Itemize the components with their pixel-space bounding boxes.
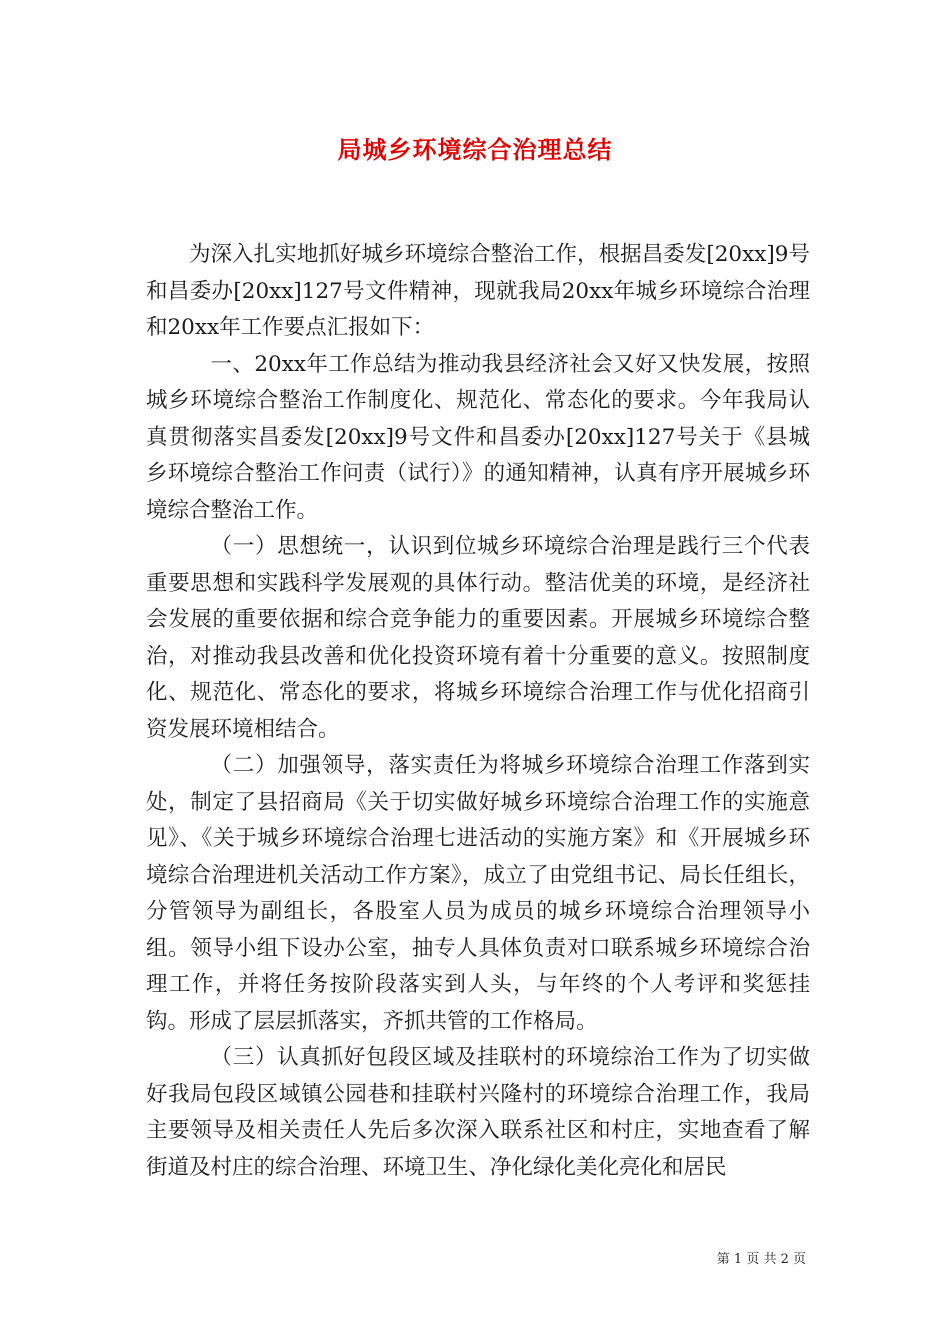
- paragraph-section-1: 一、20xx年工作总结为推动我县经济社会又好又快发展，按照城乡环境综合整治工作制度化、规范化、常态化的要求。今年我局认真贯彻落实昌委发[20xx]9号文件和昌委办[20xx]127号关于《县城乡环境综合整治工作问责（试行）》的通知精神，认真有序开展城乡环境综合整治工作。: [146, 351, 810, 523]
- page-indicator: 第 1 页 共 2 页: [716, 1252, 806, 1267]
- document-title: 局城乡环境综合治理总结: [337, 135, 613, 164]
- paragraph-subsection-2: （二）加强领导，落实责任为将城乡环境综合治理工作落到实处，制定了县招商局《关于切实做好城乡环境综合治理工作的实施意见》、《关于城乡环境综合治理七进活动的实施方案》和《开展城乡环境综合治理进机关活动工作方案》，成立了由党组书记、局长任组长，分管领导为副组长，各股室人员为成员的城乡环境综合治理领导小组。领导小组下设办公室，抽专人具体负责对口联系城乡环境综合治理工作，并将任务按阶段落实到人头，与年终的个人考评和奖惩挂钩。形成了层层抓落实，齐抓共管的工作格局。: [146, 753, 810, 1034]
- paragraph-subsection-1: （一）思想统一，认识到位城乡环境综合治理是践行三个代表重要思想和实践科学发展观的具体行动。整洁优美的环境，是经济社会发展的重要依据和综合竞争能力的重要因素。开展城乡环境综合整治，对推动我县改善和优化投资环境有着十分重要的意义。按照制度化、规范化、常态化的要求，将城乡环境综合治理工作与优化招商引资发展环境相结合。: [146, 534, 810, 742]
- document-body: [146, 237, 810, 1186]
- paragraph-intro: 为深入扎实地抓好城乡环境综合整治工作，根据昌委发[20xx]9号和昌委办[20xx]127号文件精神，现就我局20xx年城乡环境综合治理和20xx年工作要点汇报如下：: [146, 242, 810, 340]
- paragraph-subsection-3: （三）认真抓好包段区域及挂联村的环境综治工作为了切实做好我局包段区域镇公园巷和挂联村兴隆村的环境综合治理工作，我局主要领导及相关责任人先后多次深入联系社区和村庄，实地查看了解街道及村庄的综合治理、环境卫生、净化绿化美化亮化和居民: [146, 1045, 810, 1180]
